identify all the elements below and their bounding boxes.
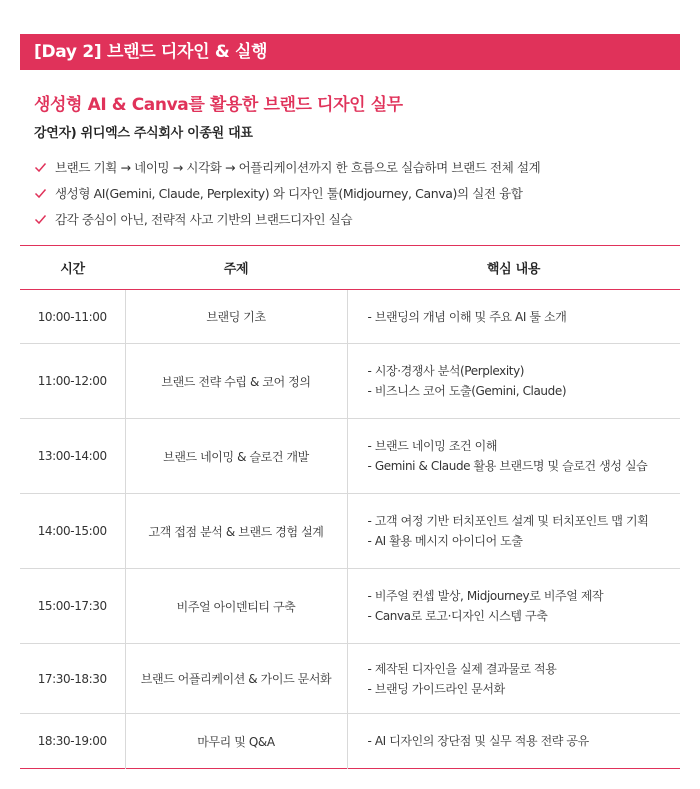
check-icon (34, 161, 47, 174)
header-topic: 주제 (125, 246, 347, 290)
content-line: - 시장·경쟁사 분석(Perplexity) (367, 364, 525, 378)
course-headline: 생성형 AI & Canva를 활용한 브랜드 디자인 실무 (34, 95, 403, 115)
row-content (347, 644, 680, 714)
check-icon (34, 213, 47, 226)
header-time: 시간 (20, 246, 125, 290)
highlight-item (34, 206, 674, 232)
content-line: - 고객 여정 기반 터치포인트 설계 및 터치포인트 맵 기획 (367, 514, 649, 528)
day-banner-title: [Day 2] 브랜드 디자인 & 실행 (34, 42, 268, 62)
row-topic: 브랜드 전략 수립 & 코어 정의 (125, 344, 347, 419)
row-content (347, 344, 680, 419)
content-line: - 브랜딩의 개념 이해 및 주요 AI 툴 소개 (367, 309, 567, 324)
content-line: - 브랜드 네이밍 조건 이해 (367, 439, 498, 453)
schedule-table (20, 245, 680, 769)
highlight-text: 브랜드 기획 → 네이밍 → 시각화 → 어플리케이션까지 한 흐름으로 실습하며 브랜드 전체 설계 (55, 160, 541, 175)
row-time: 14:00-15:00 (20, 494, 125, 569)
content-line: - Gemini & Claude 활용 브랜드명 및 슬로건 생성 실습 (367, 459, 648, 473)
content-line: - 비즈니스 코어 도출(Gemini, Claude) (367, 384, 567, 398)
speaker-info: 강연자) 위디엑스 주식회사 이종원 대표 (34, 126, 253, 141)
highlight-text: 감각 중심이 아닌, 전략적 사고 기반의 브랜드디자인 실습 (55, 212, 353, 227)
row-topic: 비주얼 아이덴티티 구축 (125, 569, 347, 644)
row-time: 13:00-14:00 (20, 419, 125, 494)
content-line: - 제작된 디자인을 실제 결과물로 적용 (367, 661, 557, 676)
content-line: - 비주얼 컨셉 발상, Midjourney로 비주얼 제작 (367, 589, 604, 603)
row-content (347, 494, 680, 569)
row-time: 17:30-18:30 (20, 644, 125, 714)
row-time: 15:00-17:30 (20, 569, 125, 644)
row-content (347, 569, 680, 644)
content-line: - AI 활용 메시지 아이디어 도출 (367, 534, 523, 548)
content-line: - AI 디자인의 장단점 및 실무 적용 전략 공유 (367, 734, 589, 748)
row-topic: 브랜드 어플리케이션 & 가이드 문서화 (125, 644, 347, 714)
highlight-item (34, 154, 674, 180)
table-row (20, 644, 680, 714)
highlight-text: 생성형 AI(Gemini, Claude, Perplexity) 와 디자인 툴(Midjourney, Canva)의 실전 융합 (55, 186, 523, 201)
row-content (347, 714, 680, 769)
highlight-list (34, 154, 674, 232)
row-topic: 브랜딩 기초 (125, 290, 347, 344)
check-icon (34, 187, 47, 200)
row-topic: 고객 접점 분석 & 브랜드 경험 설계 (125, 494, 347, 569)
row-time: 11:00-12:00 (20, 344, 125, 419)
table-row (20, 290, 680, 344)
header-content: 핵심 내용 (347, 246, 680, 290)
highlight-item (34, 180, 674, 206)
table-row (20, 714, 680, 769)
row-topic: 브랜드 네이밍 & 슬로건 개발 (125, 419, 347, 494)
table-row (20, 419, 680, 494)
row-content (347, 419, 680, 494)
table-header-row (20, 246, 680, 290)
table-row (20, 569, 680, 644)
row-content (347, 290, 680, 344)
table-row (20, 494, 680, 569)
content-line: - Canva로 로고·디자인 시스템 구축 (367, 609, 548, 623)
row-time: 18:30-19:00 (37, 734, 107, 748)
row-topic: 마무리 및 Q&A (125, 714, 347, 769)
table-row (20, 344, 680, 419)
day-banner (20, 34, 680, 70)
row-time: 10:00-11:00 (20, 290, 125, 344)
content-line: - 브랜딩 가이드라인 문서화 (367, 681, 505, 696)
